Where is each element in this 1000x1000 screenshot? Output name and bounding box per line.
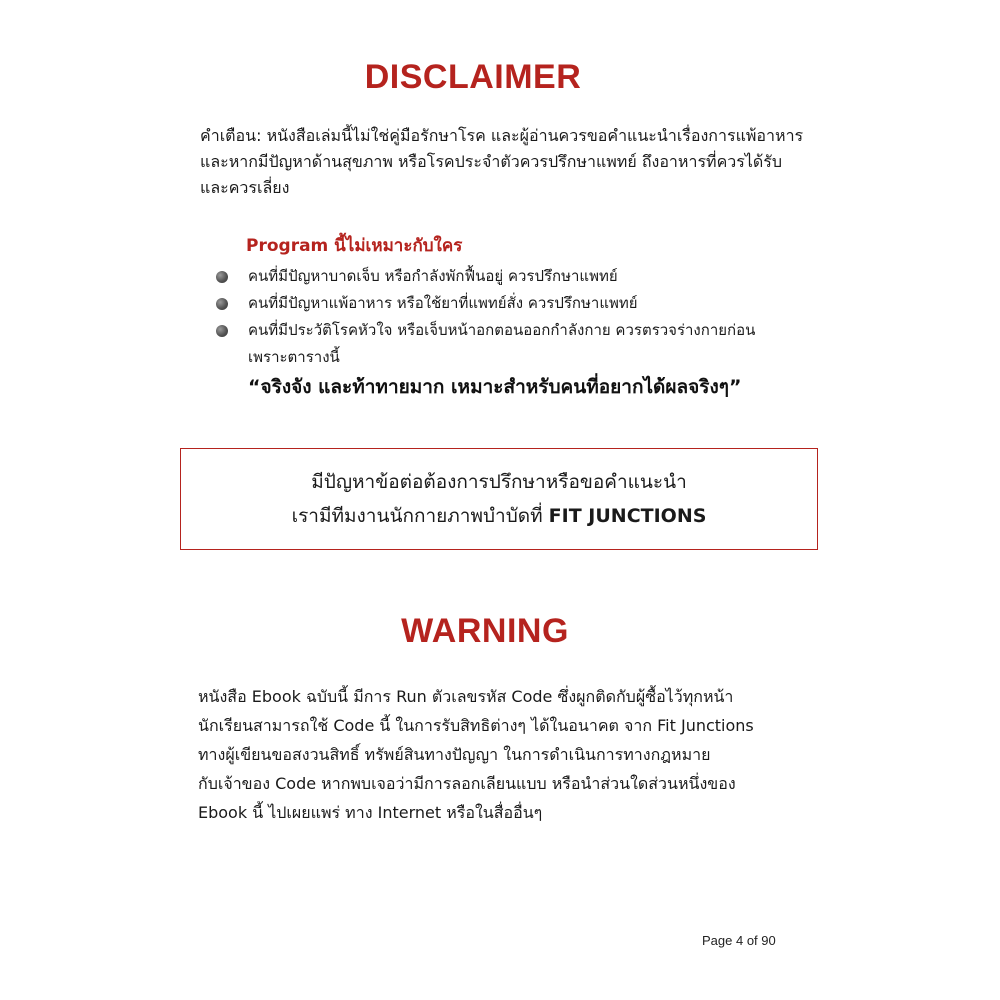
disclaimer-line: และหากมีปัญหาด้านสุขภาพ หรือโรคประจำตัวควรปรึกษาแพทย์ ถึงอาหารที่ควรได้รับ bbox=[200, 152, 783, 171]
list-item bbox=[214, 290, 814, 317]
warning-line: หนังสือ Ebook ฉบับนี้ มีการ Run ตัวเลขรหัส Code ซึ่งผูกติดกับผู้ซื้อไว้ทุกหน้า bbox=[198, 687, 734, 706]
disclaimer-paragraph bbox=[200, 123, 804, 201]
page-number: Page 4 of 90 bbox=[702, 933, 776, 948]
program-subheading: Program นี้ไม่เหมาะกับใคร bbox=[246, 236, 463, 256]
list-item bbox=[214, 263, 814, 290]
warning-paragraph bbox=[198, 682, 818, 827]
brand-name: FIT JUNCTIONS bbox=[548, 505, 707, 527]
disclaimer-line: คำเตือน: หนังสือเล่มนี้ไม่ใช่คู่มือรักษาโรค และผู้อ่านควรขอคำแนะนำเรื่องการแพ้อาหาร bbox=[200, 126, 804, 145]
bullet-icon bbox=[216, 325, 228, 337]
list-item-text: เพราะตารางนี้ bbox=[248, 348, 340, 366]
warning-heading: WARNING bbox=[401, 612, 569, 650]
contact-line-text: เรามีทีมงานนักกายภาพบำบัดที่ bbox=[291, 505, 549, 527]
list-item-text: คนที่มีประวัติโรคหัวใจ หรือเจ็บหน้าอกตอนออกกำลังกาย ควรตรวจร่างกายก่อน bbox=[248, 321, 756, 339]
warning-line: ทางผู้เขียนขอสงวนสิทธิ์ ทรัพย์สินทางปัญญา ในการดำเนินการทางกฎหมาย bbox=[198, 745, 711, 764]
warning-line: Ebook นี้ ไปเผยแพร่ ทาง Internet หรือในสื่ออื่นๆ bbox=[198, 803, 543, 822]
warning-line: กับเจ้าของ Code หากพบเจอว่ามีการลอกเลียนแบบ หรือนำส่วนใดส่วนหนึ่งของ bbox=[198, 774, 736, 793]
list-item-text: คนที่มีปัญหาบาดเจ็บ หรือกำลังพักฟื้นอยู่ ควรปรึกษาแพทย์ bbox=[248, 267, 618, 285]
bullet-icon bbox=[216, 271, 228, 283]
bullet-icon bbox=[216, 298, 228, 310]
program-warning-list bbox=[214, 263, 814, 371]
contact-callout-box bbox=[180, 448, 818, 550]
contact-line bbox=[181, 499, 817, 533]
list-item bbox=[214, 317, 814, 344]
list-item-text: คนที่มีปัญหาแพ้อาหาร หรือใช้ยาที่แพทย์สั่ง ควรปรึกษาแพทย์ bbox=[248, 294, 638, 312]
warning-line: นักเรียนสามารถใช้ Code นี้ ในการรับสิทธิต่างๆ ได้ในอนาคต จาก Fit Junctions bbox=[198, 716, 754, 735]
list-item-continuation bbox=[214, 344, 814, 371]
contact-line: มีปัญหาข้อต่อต้องการปรึกษาหรือขอคำแนะนำ bbox=[311, 471, 687, 493]
disclaimer-line: และควรเลี่ยง bbox=[200, 178, 290, 197]
disclaimer-heading: DISCLAIMER bbox=[364, 58, 582, 96]
program-quote: “จริงจัง และท้าทายมาก เหมาะสำหรับคนที่อยากได้ผลจริงๆ” bbox=[248, 376, 742, 398]
